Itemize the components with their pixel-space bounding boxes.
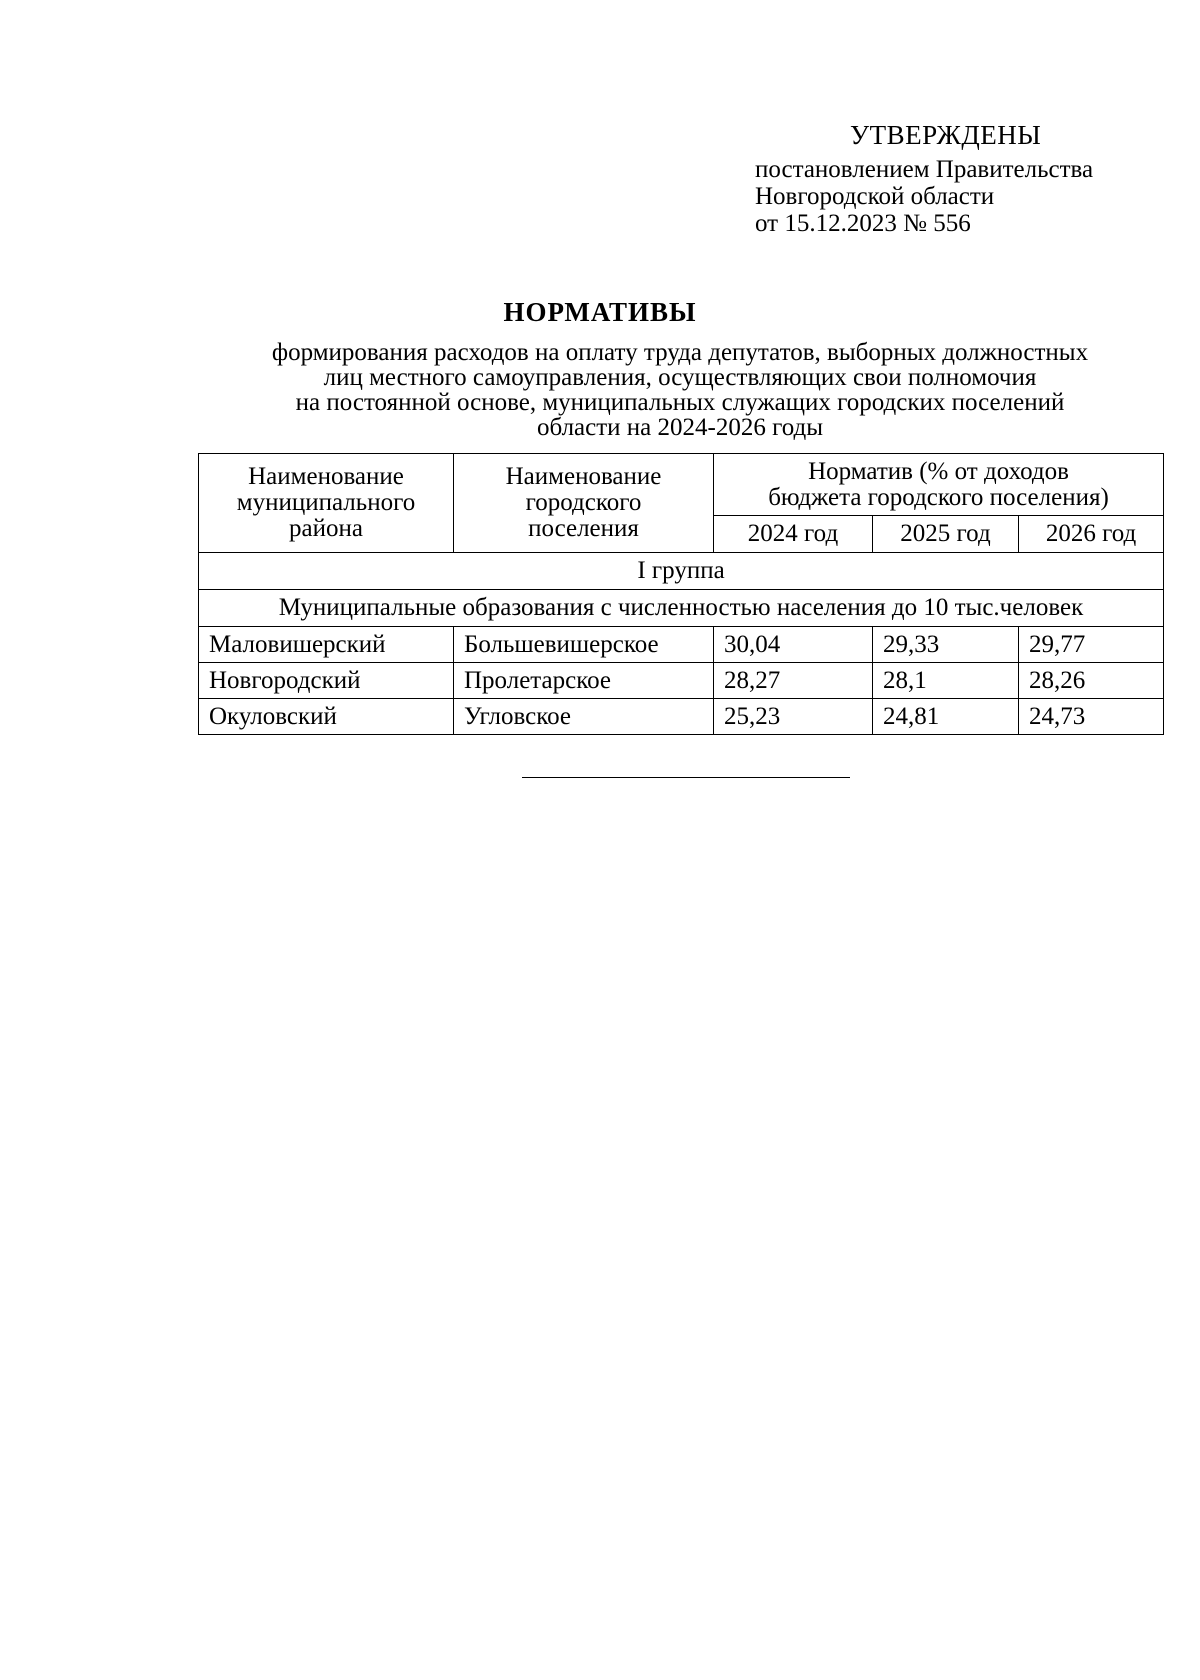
cell-2024: 28,27 [714, 663, 873, 699]
table-header-row [199, 454, 1164, 516]
group-description: Муниципальные образования с численностью населения до 10 тыс.человек [199, 590, 1164, 627]
cell-district: Маловишерский [199, 627, 454, 663]
header-year-2025: 2025 год [873, 516, 1019, 553]
approval-line-region: Новгородской области [755, 183, 995, 210]
header-year-2026: 2026 год [1019, 516, 1164, 553]
table-row [199, 663, 1164, 699]
subtitle-line: на постоянной основе, муниципальных служащих городских поселений [295, 389, 1065, 416]
group-label-row [199, 553, 1164, 590]
norms-table [198, 453, 1164, 735]
subtitle-line: лиц местного самоуправления, осуществляющих свои полномочия [323, 364, 1037, 391]
cell-2026: 29,77 [1019, 627, 1164, 663]
subtitle-line: формирования расходов на оплату труда депутатов, выборных должностных [271, 339, 1089, 366]
header-district: Наименование муниципального района [199, 454, 454, 553]
cell-settlement: Угловское [454, 699, 714, 735]
subtitle-line: области на 2024-2026 годы [536, 414, 824, 441]
cell-2026: 24,73 [1019, 699, 1164, 735]
header-year-2024: 2024 год [714, 516, 873, 553]
table-row [199, 627, 1164, 663]
cell-2025: 28,1 [873, 663, 1019, 699]
approval-line-decree: постановлением Правительства [755, 156, 1094, 183]
cell-district: Окуловский [199, 699, 454, 735]
cell-settlement: Пролетарское [454, 663, 714, 699]
approval-line-date-number: от 15.12.2023 № 556 [755, 210, 971, 237]
cell-2025: 29,33 [873, 627, 1019, 663]
closing-rule [522, 777, 850, 778]
cell-2025: 24,81 [873, 699, 1019, 735]
approval-title: УТВЕРЖДЕНЫ [850, 120, 1042, 150]
cell-2024: 30,04 [714, 627, 873, 663]
group-description-row [199, 590, 1164, 627]
header-settlement: Наименование городского поселения [454, 454, 714, 553]
group-label: I группа [199, 553, 1164, 590]
cell-district: Новгородский [199, 663, 454, 699]
table-row [199, 699, 1164, 735]
header-norm: Норматив (% от доходов бюджета городского поселения) [714, 454, 1164, 516]
approval-block [755, 120, 1175, 237]
cell-2026: 28,26 [1019, 663, 1164, 699]
cell-settlement: Большевишерское [454, 627, 714, 663]
document-title: НОРМАТИВЫ [503, 297, 697, 327]
document-subtitle [160, 340, 1200, 440]
cell-2024: 25,23 [714, 699, 873, 735]
